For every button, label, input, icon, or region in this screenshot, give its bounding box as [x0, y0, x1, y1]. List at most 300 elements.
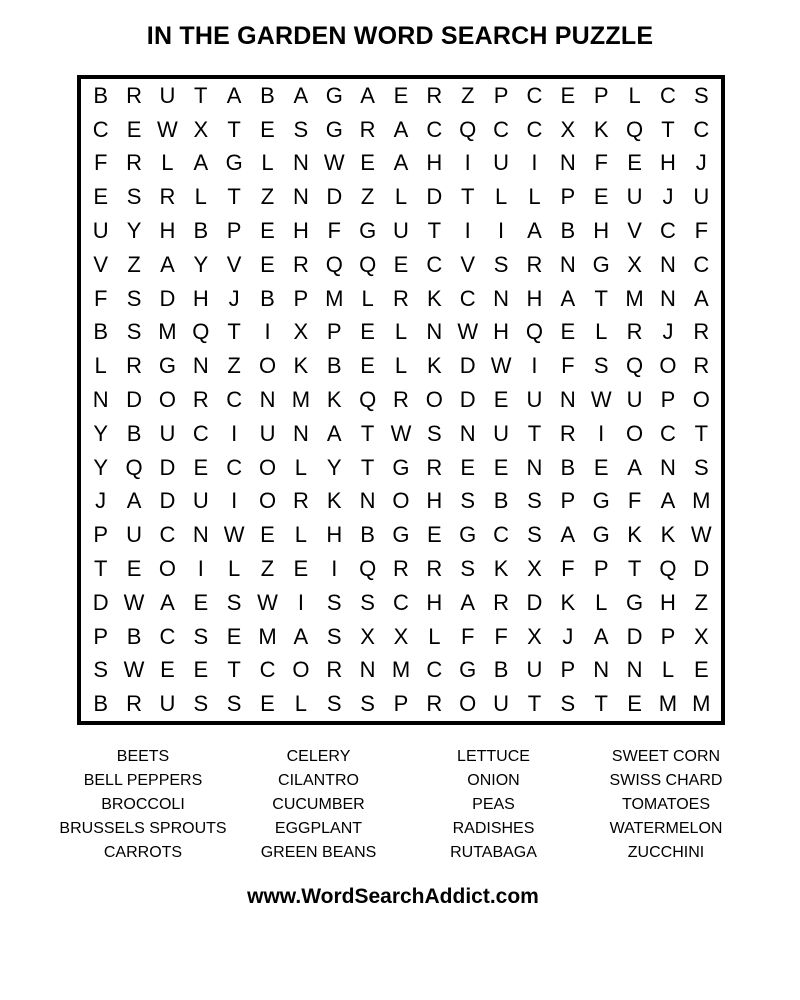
grid-cell[interactable]: D	[159, 454, 176, 480]
grid-cell[interactable]: M	[658, 691, 678, 717]
grid-cell[interactable]: D	[126, 386, 142, 412]
grid-cell[interactable]: P	[593, 555, 609, 581]
grid-cell[interactable]: H	[292, 218, 309, 244]
grid-cell[interactable]: O	[392, 488, 410, 514]
grid-cell[interactable]: N	[459, 420, 476, 446]
grid-cell[interactable]: J	[695, 150, 707, 176]
grid-cell[interactable]: I	[598, 420, 605, 446]
grid-cell[interactable]: X	[360, 623, 375, 649]
grid-cell[interactable]: I	[464, 150, 471, 176]
grid-cell[interactable]: A	[593, 623, 609, 649]
grid-cell[interactable]: I	[531, 353, 538, 379]
grid-cell[interactable]: X	[693, 623, 709, 649]
grid-cell[interactable]: C	[659, 218, 676, 244]
grid-cell[interactable]: E	[226, 623, 242, 649]
grid-cell[interactable]: N	[192, 353, 209, 379]
grid-cell[interactable]: B	[93, 82, 109, 108]
grid-cell[interactable]: D	[459, 353, 476, 379]
grid-cell[interactable]: B	[126, 623, 142, 649]
grid-cell[interactable]: L	[595, 589, 608, 615]
grid-cell[interactable]: R	[126, 691, 142, 717]
grid-cell[interactable]: N	[359, 657, 376, 683]
grid-cell[interactable]: H	[659, 589, 676, 615]
grid-cell[interactable]: U	[126, 522, 142, 548]
grid-cell[interactable]: B	[493, 657, 509, 683]
grid-cell[interactable]: F	[561, 353, 575, 379]
grid-cell[interactable]: F	[93, 150, 108, 176]
grid-cell[interactable]: N	[659, 285, 676, 311]
grid-cell[interactable]: X	[560, 116, 576, 142]
grid-cell[interactable]: U	[626, 386, 643, 412]
grid-cell[interactable]: S	[226, 691, 242, 717]
grid-cell[interactable]: H	[192, 285, 209, 311]
grid-cell[interactable]: P	[560, 657, 576, 683]
grid-cell[interactable]: Y	[93, 454, 109, 480]
grid-cell[interactable]: R	[559, 420, 576, 446]
grid-cell[interactable]: E	[493, 386, 509, 412]
grid-cell[interactable]: W	[690, 522, 712, 548]
grid-cell[interactable]: A	[193, 150, 209, 176]
grid-cell[interactable]: V	[93, 251, 109, 277]
grid-cell[interactable]: V	[627, 218, 642, 244]
grid-cell[interactable]: I	[498, 218, 505, 244]
grid-cell[interactable]: L	[161, 150, 174, 176]
grid-cell[interactable]: F	[93, 285, 108, 311]
grid-cell[interactable]: W	[590, 386, 612, 412]
grid-cell[interactable]: H	[426, 488, 443, 514]
grid-cell[interactable]: G	[592, 251, 610, 277]
grid-cell[interactable]: G	[158, 353, 176, 379]
grid-cell[interactable]: L	[394, 353, 408, 379]
grid-cell[interactable]: C	[159, 522, 176, 548]
grid-cell[interactable]: J	[562, 623, 574, 649]
grid-cell[interactable]: O	[258, 488, 277, 514]
grid-cell[interactable]: M	[391, 657, 411, 683]
grid-cell[interactable]: N	[493, 285, 510, 311]
grid-cell[interactable]: N	[359, 488, 376, 514]
grid-cell[interactable]: L	[228, 555, 241, 581]
grid-cell[interactable]: X	[527, 555, 542, 581]
grid-cell[interactable]: O	[258, 454, 277, 480]
grid-cell[interactable]: P	[293, 285, 309, 311]
grid-cell[interactable]: I	[231, 420, 238, 446]
grid-cell[interactable]: K	[427, 353, 442, 379]
grid-cell[interactable]: S	[326, 623, 342, 649]
grid-cell[interactable]: N	[292, 150, 309, 176]
grid-cell[interactable]: G	[392, 522, 410, 548]
grid-cell[interactable]: Z	[227, 353, 241, 379]
grid-cell[interactable]: O	[158, 386, 176, 412]
grid-cell[interactable]: Z	[694, 589, 709, 615]
grid-cell[interactable]: U	[493, 691, 510, 717]
grid-cell[interactable]: S	[326, 691, 342, 717]
grid-cell[interactable]: S	[460, 555, 476, 581]
grid-cell[interactable]: B	[193, 218, 209, 244]
grid-cell[interactable]: H	[426, 589, 443, 615]
grid-cell[interactable]: G	[325, 116, 343, 142]
grid-cell[interactable]: R	[526, 251, 543, 277]
grid-cell[interactable]: A	[293, 82, 309, 108]
grid-cell[interactable]: N	[292, 184, 309, 210]
grid-cell[interactable]: C	[659, 420, 676, 446]
grid-cell[interactable]: U	[526, 657, 543, 683]
grid-cell[interactable]: P	[93, 522, 109, 548]
grid-cell[interactable]: A	[627, 454, 642, 480]
grid-cell[interactable]: T	[627, 555, 642, 581]
grid-cell[interactable]: P	[560, 488, 576, 514]
grid-cell[interactable]: T	[194, 82, 208, 108]
grid-cell[interactable]: Z	[127, 251, 141, 277]
grid-cell[interactable]: C	[159, 623, 176, 649]
grid-cell[interactable]: C	[259, 657, 276, 683]
grid-cell[interactable]: I	[464, 218, 471, 244]
grid-cell[interactable]: S	[193, 691, 209, 717]
grid-cell[interactable]: A	[560, 522, 576, 548]
grid-cell[interactable]: Y	[326, 454, 342, 480]
grid-cell[interactable]: L	[595, 319, 608, 345]
grid-cell[interactable]: B	[360, 522, 375, 548]
grid-cell[interactable]: N	[593, 657, 610, 683]
grid-cell[interactable]: E	[693, 657, 709, 683]
grid-cell[interactable]: W	[490, 353, 512, 379]
grid-cell[interactable]: E	[593, 184, 609, 210]
grid-cell[interactable]: P	[660, 623, 676, 649]
grid-cell[interactable]: W	[223, 522, 245, 548]
grid-cell[interactable]: C	[693, 251, 710, 277]
grid-cell[interactable]: P	[560, 184, 576, 210]
grid-cell[interactable]: F	[561, 555, 575, 581]
grid-cell[interactable]: U	[92, 218, 109, 244]
grid-cell[interactable]: W	[257, 589, 278, 615]
grid-cell[interactable]: E	[293, 555, 309, 581]
grid-cell[interactable]: G	[592, 522, 610, 548]
grid-cell[interactable]: L	[528, 184, 541, 210]
grid-cell[interactable]: C	[693, 116, 710, 142]
grid-cell[interactable]: P	[660, 386, 676, 412]
grid-cell[interactable]: D	[92, 589, 109, 615]
grid-cell[interactable]: M	[158, 319, 177, 345]
grid-cell[interactable]: E	[360, 353, 375, 379]
grid-cell[interactable]: L	[494, 184, 508, 210]
grid-cell[interactable]: Y	[193, 251, 209, 277]
grid-cell[interactable]: J	[662, 319, 674, 345]
grid-cell[interactable]: S	[126, 184, 142, 210]
grid-cell[interactable]: U	[159, 420, 176, 446]
grid-cell[interactable]: C	[426, 657, 443, 683]
grid-cell[interactable]: U	[626, 184, 643, 210]
grid-cell[interactable]: Q	[626, 353, 644, 379]
grid-cell[interactable]: F	[461, 623, 475, 649]
grid-cell[interactable]: C	[459, 285, 476, 311]
grid-cell[interactable]: S	[693, 454, 709, 480]
grid-cell[interactable]: L	[294, 454, 308, 480]
grid-cell[interactable]: D	[326, 184, 343, 210]
grid-cell[interactable]: S	[226, 589, 242, 615]
grid-cell[interactable]: A	[393, 150, 409, 176]
grid-cell[interactable]: T	[527, 691, 542, 717]
grid-cell[interactable]: C	[526, 82, 543, 108]
grid-cell[interactable]: E	[260, 691, 275, 717]
grid-cell[interactable]: T	[461, 184, 475, 210]
grid-cell[interactable]: S	[293, 116, 309, 142]
grid-cell[interactable]: A	[160, 589, 175, 615]
grid-cell[interactable]: L	[628, 82, 641, 108]
grid-cell[interactable]: B	[260, 285, 275, 311]
grid-cell[interactable]: R	[359, 116, 376, 142]
grid-cell[interactable]: R	[626, 319, 643, 345]
grid-cell[interactable]: E	[393, 251, 409, 277]
grid-cell[interactable]: R	[393, 285, 409, 311]
grid-cell[interactable]: T	[661, 116, 675, 142]
grid-cell[interactable]: Y	[126, 218, 142, 244]
grid-cell[interactable]: Z	[260, 184, 275, 210]
grid-cell[interactable]: Q	[192, 319, 210, 345]
grid-cell[interactable]: D	[693, 555, 710, 581]
grid-cell[interactable]: H	[326, 522, 343, 548]
grid-cell[interactable]: C	[192, 420, 209, 446]
grid-cell[interactable]: N	[292, 420, 309, 446]
grid-cell[interactable]: R	[426, 454, 443, 480]
grid-cell[interactable]: X	[293, 319, 309, 345]
grid-cell[interactable]: H	[493, 319, 510, 345]
grid-cell[interactable]: M	[692, 488, 711, 514]
grid-cell[interactable]: E	[427, 522, 442, 548]
grid-cell[interactable]: P	[493, 82, 509, 108]
grid-cell[interactable]: U	[493, 150, 510, 176]
grid-cell[interactable]: N	[659, 454, 676, 480]
grid-cell[interactable]: G	[459, 522, 477, 548]
grid-cell[interactable]: N	[659, 251, 676, 277]
grid-cell[interactable]: N	[559, 150, 576, 176]
grid-cell[interactable]: S	[326, 589, 342, 615]
grid-cell[interactable]: S	[593, 353, 609, 379]
grid-cell[interactable]: N	[259, 386, 276, 412]
grid-cell[interactable]: U	[393, 218, 409, 244]
grid-cell[interactable]: S	[460, 488, 476, 514]
grid-cell[interactable]: Z	[360, 184, 375, 210]
grid-cell[interactable]: G	[592, 488, 610, 514]
grid-cell[interactable]: M	[291, 386, 311, 412]
grid-cell[interactable]: E	[193, 657, 209, 683]
grid-cell[interactable]: C	[493, 522, 510, 548]
grid-cell[interactable]: K	[293, 353, 309, 379]
grid-cell[interactable]: H	[526, 285, 543, 311]
grid-cell[interactable]: S	[693, 82, 709, 108]
grid-cell[interactable]: E	[627, 691, 642, 717]
grid-cell[interactable]: A	[126, 488, 142, 514]
grid-cell[interactable]: O	[158, 555, 176, 581]
grid-cell[interactable]: E	[193, 589, 209, 615]
grid-cell[interactable]: T	[594, 285, 608, 311]
grid-cell[interactable]: Q	[626, 116, 644, 142]
grid-cell[interactable]: R	[426, 82, 443, 108]
grid-cell[interactable]: O	[459, 691, 477, 717]
grid-cell[interactable]: P	[226, 218, 242, 244]
grid-cell[interactable]: I	[531, 150, 538, 176]
grid-cell[interactable]: A	[393, 116, 409, 142]
grid-cell[interactable]: P	[93, 623, 109, 649]
grid-cell[interactable]: R	[426, 691, 443, 717]
grid-cell[interactable]: W	[157, 116, 178, 142]
grid-cell[interactable]: L	[394, 184, 408, 210]
grid-cell[interactable]: V	[226, 251, 242, 277]
grid-cell[interactable]: C	[659, 82, 676, 108]
grid-cell[interactable]: R	[326, 657, 343, 683]
grid-cell[interactable]: O	[659, 353, 677, 379]
grid-cell[interactable]: G	[359, 218, 377, 244]
grid-cell[interactable]: L	[361, 285, 374, 311]
grid-cell[interactable]: A	[527, 218, 542, 244]
grid-cell[interactable]: E	[160, 657, 175, 683]
grid-cell[interactable]: L	[261, 150, 274, 176]
grid-cell[interactable]: B	[493, 488, 509, 514]
grid-cell[interactable]: Q	[359, 555, 377, 581]
grid-cell[interactable]: H	[159, 218, 176, 244]
grid-cell[interactable]: A	[360, 82, 375, 108]
grid-cell[interactable]: G	[225, 150, 243, 176]
grid-cell[interactable]: U	[693, 184, 710, 210]
grid-cell[interactable]: Q	[125, 454, 143, 480]
grid-cell[interactable]: E	[560, 319, 576, 345]
grid-cell[interactable]: E	[126, 555, 142, 581]
grid-cell[interactable]: C	[393, 589, 409, 615]
grid-cell[interactable]: H	[659, 150, 676, 176]
grid-cell[interactable]: Q	[325, 251, 343, 277]
grid-cell[interactable]: X	[193, 116, 209, 142]
grid-cell[interactable]: K	[560, 589, 576, 615]
grid-cell[interactable]: E	[360, 319, 375, 345]
grid-cell[interactable]: Q	[659, 555, 677, 581]
grid-cell[interactable]: E	[260, 218, 275, 244]
grid-cell[interactable]: F	[327, 218, 341, 244]
grid-cell[interactable]: H	[426, 150, 443, 176]
grid-cell[interactable]: T	[93, 555, 108, 581]
grid-cell[interactable]: L	[294, 522, 308, 548]
grid-cell[interactable]: D	[526, 589, 543, 615]
grid-cell[interactable]: S	[126, 285, 142, 311]
grid-cell[interactable]: B	[326, 353, 342, 379]
grid-cell[interactable]: R	[192, 386, 209, 412]
grid-cell[interactable]: G	[325, 82, 343, 108]
grid-cell[interactable]: L	[661, 657, 675, 683]
grid-cell[interactable]: E	[93, 184, 109, 210]
grid-cell[interactable]: T	[227, 657, 241, 683]
grid-cell[interactable]: R	[126, 353, 142, 379]
grid-cell[interactable]: Z	[260, 555, 275, 581]
grid-cell[interactable]: M	[625, 285, 644, 311]
grid-cell[interactable]: J	[95, 488, 107, 514]
grid-cell[interactable]: O	[692, 386, 710, 412]
grid-cell[interactable]: Q	[359, 386, 377, 412]
grid-cell[interactable]: C	[526, 116, 543, 142]
grid-cell[interactable]: L	[428, 623, 441, 649]
grid-cell[interactable]: E	[360, 150, 375, 176]
grid-cell[interactable]: G	[392, 454, 410, 480]
grid-cell[interactable]: R	[693, 319, 710, 345]
grid-cell[interactable]: S	[93, 657, 109, 683]
grid-cell[interactable]: W	[457, 319, 479, 345]
grid-cell[interactable]: N	[426, 319, 443, 345]
grid-cell[interactable]: F	[627, 488, 642, 514]
grid-cell[interactable]: E	[560, 82, 576, 108]
grid-cell[interactable]: T	[360, 420, 375, 446]
grid-cell[interactable]: A	[160, 251, 175, 277]
grid-cell[interactable]: T	[594, 691, 608, 717]
grid-cell[interactable]: E	[260, 251, 275, 277]
grid-cell[interactable]: S	[193, 623, 209, 649]
grid-cell[interactable]: I	[197, 555, 204, 581]
grid-cell[interactable]: X	[627, 251, 642, 277]
grid-cell[interactable]: C	[493, 116, 510, 142]
grid-cell[interactable]: Y	[93, 420, 109, 446]
grid-cell[interactable]: U	[159, 82, 176, 108]
grid-cell[interactable]: G	[626, 589, 644, 615]
grid-cell[interactable]: E	[627, 150, 642, 176]
grid-cell[interactable]: S	[427, 420, 442, 446]
grid-cell[interactable]: I	[297, 589, 304, 615]
grid-cell[interactable]: T	[527, 420, 542, 446]
grid-cell[interactable]: G	[459, 657, 477, 683]
grid-cell[interactable]: Q	[525, 319, 544, 345]
grid-cell[interactable]: Q	[359, 251, 377, 277]
grid-cell[interactable]: T	[227, 184, 241, 210]
grid-cell[interactable]: N	[626, 657, 643, 683]
grid-cell[interactable]: Z	[461, 82, 475, 108]
grid-cell[interactable]: U	[259, 420, 276, 446]
grid-cell[interactable]: L	[194, 184, 207, 210]
grid-cell[interactable]: S	[126, 319, 142, 345]
grid-cell[interactable]: E	[593, 454, 609, 480]
grid-cell[interactable]: N	[559, 386, 576, 412]
grid-cell[interactable]: R	[159, 184, 176, 210]
grid-cell[interactable]: L	[394, 319, 408, 345]
grid-cell[interactable]: O	[258, 353, 277, 379]
grid-cell[interactable]: O	[292, 657, 310, 683]
grid-cell[interactable]: T	[227, 319, 241, 345]
grid-cell[interactable]: A	[693, 285, 709, 311]
grid-cell[interactable]: R	[693, 353, 710, 379]
grid-cell[interactable]: E	[260, 116, 275, 142]
grid-cell[interactable]: T	[694, 420, 709, 446]
grid-cell[interactable]: W	[123, 657, 145, 683]
grid-cell[interactable]: U	[159, 691, 176, 717]
grid-cell[interactable]: A	[293, 623, 309, 649]
grid-cell[interactable]: D	[426, 184, 443, 210]
grid-cell[interactable]: E	[126, 116, 142, 142]
grid-cell[interactable]: K	[660, 522, 676, 548]
grid-cell[interactable]: K	[627, 522, 642, 548]
grid-cell[interactable]: S	[527, 488, 542, 514]
grid-cell[interactable]: C	[426, 251, 443, 277]
grid-cell[interactable]: I	[331, 555, 338, 581]
grid-cell[interactable]: R	[426, 555, 443, 581]
grid-cell[interactable]: L	[294, 691, 308, 717]
grid-cell[interactable]: N	[559, 251, 576, 277]
grid-cell[interactable]: F	[494, 623, 508, 649]
grid-cell[interactable]: L	[94, 353, 107, 379]
grid-cell[interactable]: B	[560, 454, 576, 480]
grid-cell[interactable]: E	[193, 454, 209, 480]
grid-cell[interactable]: K	[326, 488, 342, 514]
grid-cell[interactable]: F	[594, 150, 608, 176]
grid-cell[interactable]: I	[264, 319, 271, 345]
grid-cell[interactable]: M	[258, 623, 277, 649]
grid-cell[interactable]: D	[459, 386, 476, 412]
grid-cell[interactable]: B	[560, 218, 576, 244]
grid-cell[interactable]: E	[460, 454, 476, 480]
grid-cell[interactable]: R	[126, 82, 142, 108]
grid-cell[interactable]: R	[393, 386, 409, 412]
